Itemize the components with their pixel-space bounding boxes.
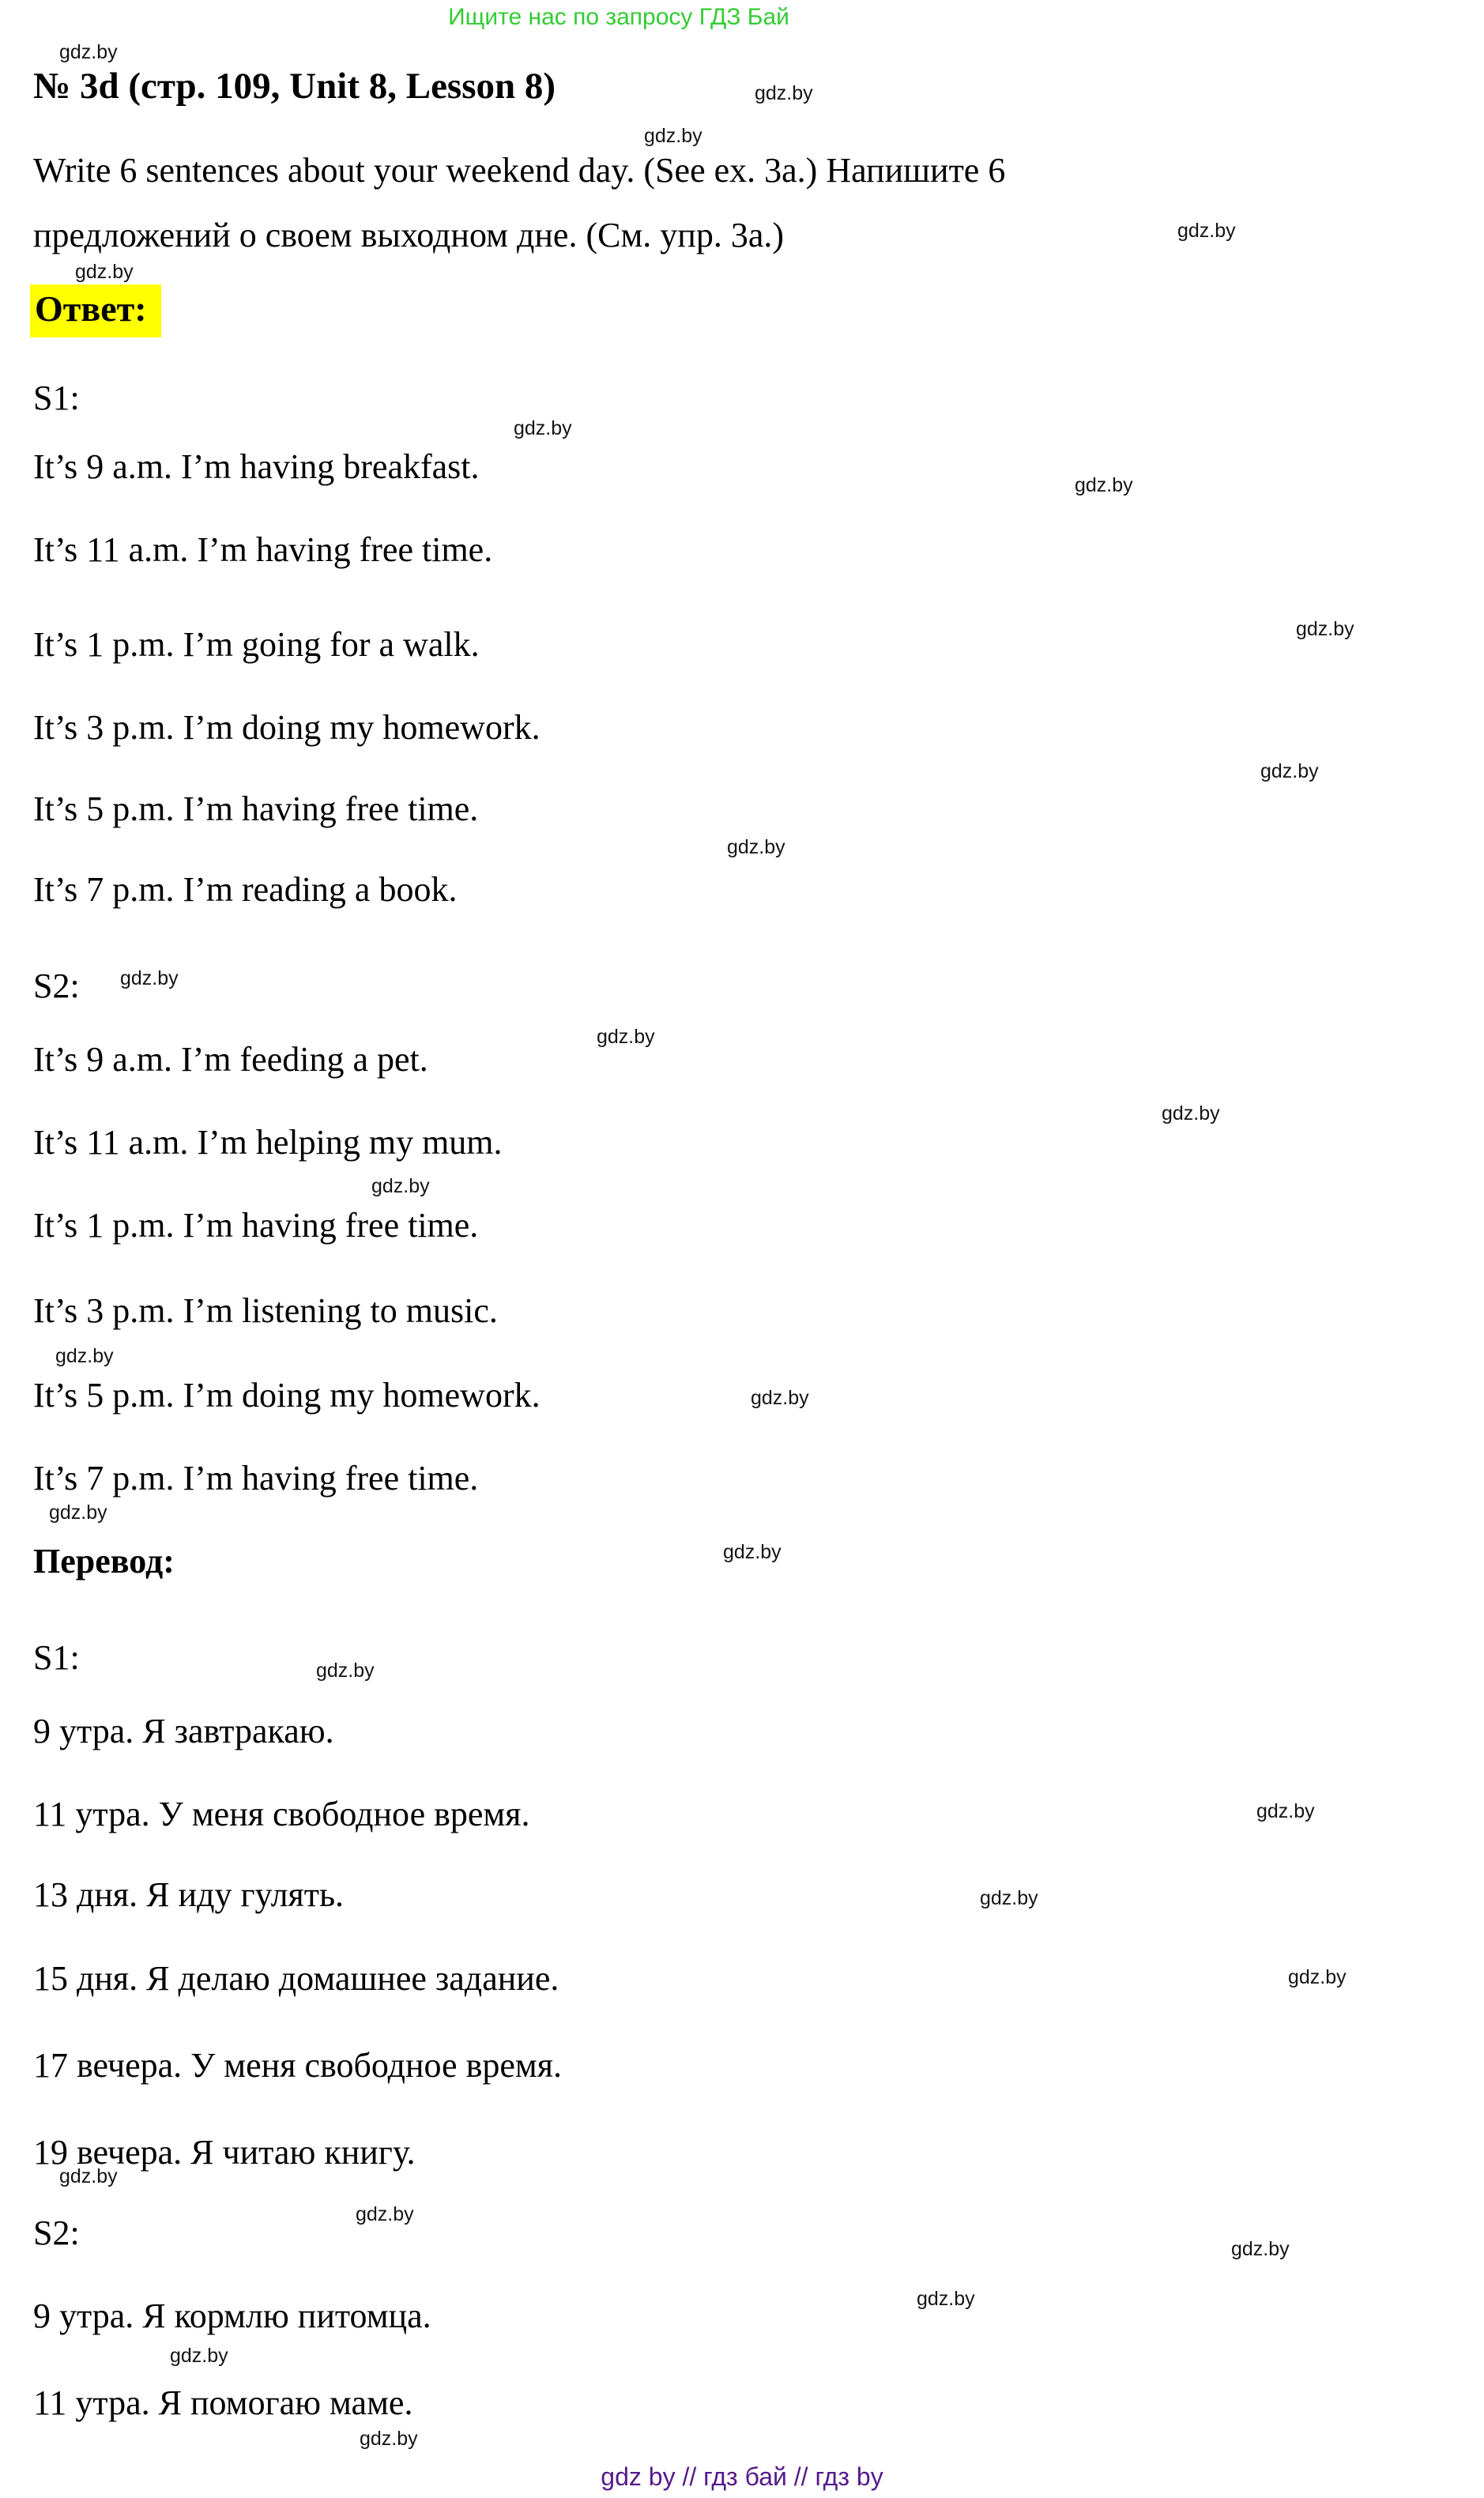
- answer-sentence: It’s 5 p.m. I’m having free time.: [33, 789, 479, 828]
- translation-sentence: 11 утра. У меня свободное время.: [33, 1795, 530, 1833]
- answer-sentence: It’s 11 a.m. I’m having free time.: [33, 530, 493, 569]
- task-text-line: предложений о своем выходном дне. (См. упр. 3а.): [33, 216, 785, 254]
- watermark-gdzby: gdz.by: [1288, 1966, 1347, 1988]
- watermark-gdzby: gdz.by: [55, 1345, 114, 1367]
- watermark-gdzby: gdz.by: [49, 1501, 107, 1524]
- watermark-gdzby: gdz.by: [644, 125, 702, 147]
- watermark-gdzby: gdz.by: [514, 417, 572, 439]
- watermark-gdzby: gdz.by: [980, 1887, 1038, 1909]
- translation-sentence: 11 утра. Я помогаю маме.: [33, 2383, 413, 2422]
- watermark-gdzby: gdz.by: [170, 2345, 228, 2367]
- watermark-gdzby: gdz.by: [371, 1175, 430, 1197]
- answer-sentence: It’s 1 p.m. I’m having free time.: [33, 1206, 479, 1245]
- section-label-s1: S1:: [33, 1638, 80, 1677]
- translation-sentence: 9 утра. Я кормлю питомца.: [33, 2296, 431, 2335]
- answer-sentence: It’s 1 p.m. I’m going for a walk.: [33, 625, 480, 664]
- answer-sentence: It’s 3 p.m. I’m listening to music.: [33, 1291, 498, 1330]
- translation-sentence: 15 дня. Я делаю домашнее задание.: [33, 1959, 559, 1998]
- watermark-gdzby: gdz.by: [316, 1660, 375, 1682]
- answer-sentence: It’s 11 a.m. I’m helping my mum.: [33, 1123, 503, 1162]
- answer-sentence: It’s 7 p.m. I’m having free time.: [33, 1459, 479, 1498]
- watermark-gdzby: gdz.by: [75, 261, 134, 283]
- answer-sentence: It’s 3 p.m. I’m doing my homework.: [33, 708, 540, 747]
- watermark-gdzby: gdz.by: [751, 1387, 809, 1409]
- watermark-gdzby: gdz.by: [1162, 1102, 1220, 1125]
- watermark-gdzby: gdz.by: [1256, 1800, 1315, 1822]
- watermark-gdzby: gdz.by: [356, 2203, 414, 2225]
- answer-highlight-label: Ответ:: [30, 284, 161, 337]
- task-text-line: Write 6 sentences about your weekend day. (See ex. 3a.) Напишите 6: [33, 151, 1006, 190]
- watermark-gdzby: gdz.by: [597, 1026, 655, 1048]
- watermark-gdzby: gdz.by: [727, 836, 785, 858]
- answer-sentence: It’s 9 a.m. I’m feeding a pet.: [33, 1040, 428, 1079]
- promo-banner: Ищите нас по запросу ГДЗ Бай: [448, 4, 789, 30]
- page-title: № 3d (стр. 109, Unit 8, Lesson 8): [33, 66, 556, 107]
- watermark-gdzby: gdz.by: [755, 82, 813, 104]
- answer-sentence: It’s 9 a.m. I’m having breakfast.: [33, 447, 480, 486]
- answer-sentence: It’s 5 p.m. I’m doing my homework.: [33, 1376, 540, 1415]
- watermark-gdzby: gdz.by: [1177, 220, 1236, 242]
- translation-sentence: 13 дня. Я иду гулять.: [33, 1875, 345, 1914]
- watermark-gdzby: gdz.by: [1231, 2238, 1290, 2260]
- watermark-gdzby: gdz.by: [59, 2165, 118, 2187]
- translation-label: Перевод:: [33, 1542, 175, 1581]
- section-label-s1: S1:: [33, 379, 80, 417]
- watermark-gdzby: gdz.by: [59, 41, 118, 63]
- translation-sentence: 19 вечера. Я читаю книгу.: [33, 2133, 416, 2172]
- watermark-gdzby: gdz.by: [1296, 618, 1354, 640]
- watermark-gdzby: gdz.by: [1075, 474, 1133, 496]
- watermark-gdzby: gdz.by: [120, 967, 179, 989]
- translation-sentence: 17 вечера. У меня свободное время.: [33, 2046, 562, 2085]
- section-label-s2: S2:: [33, 2214, 80, 2252]
- section-label-s2: S2:: [33, 966, 80, 1005]
- watermark-gdzby: gdz.by: [1260, 760, 1319, 782]
- footer-links[interactable]: gdz by // гдз бай // гдз by: [601, 2462, 883, 2491]
- watermark-gdzby: gdz.by: [360, 2428, 418, 2450]
- watermark-gdzby: gdz.by: [917, 2288, 975, 2310]
- watermark-gdzby: gdz.by: [723, 1541, 782, 1563]
- answer-sentence: It’s 7 p.m. I’m reading a book.: [33, 870, 458, 909]
- translation-sentence: 9 утра. Я завтракаю.: [33, 1712, 334, 1750]
